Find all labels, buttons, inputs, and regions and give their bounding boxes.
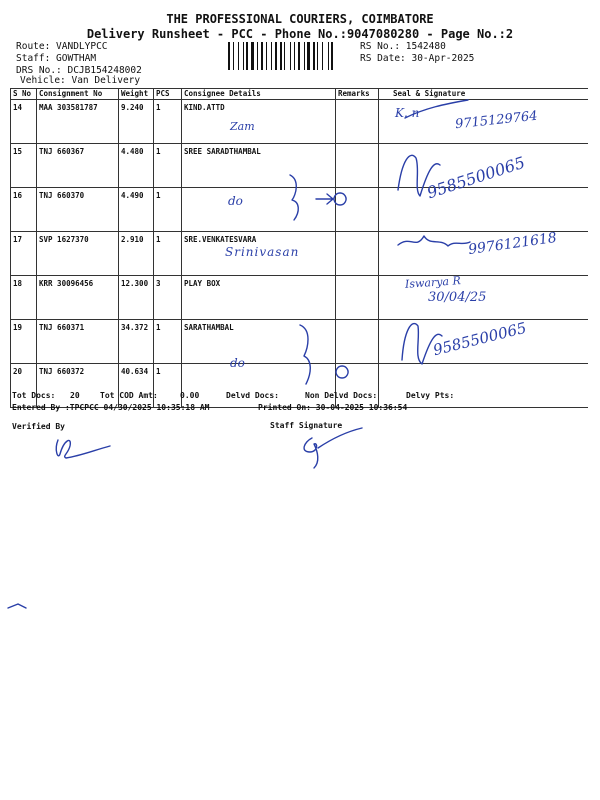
staff-signature-label: Staff Signature [270, 421, 343, 430]
row-consignee: PLAY BOX [182, 276, 336, 320]
row-pcs: 3 [154, 276, 182, 320]
delvd-docs-label: Delvd Docs: [226, 391, 279, 400]
row-weight: 2.910 [119, 232, 154, 276]
sig-row17-scribble [398, 236, 470, 246]
runsheet-subtitle: Delivery Runsheet - PCC - Phone No.:9047080280 - Page No.:2 [86, 27, 514, 41]
row-sno: 15 [11, 144, 37, 188]
handwritten-phone-row17: 9976121618 [467, 229, 558, 259]
row-consignment: TNJ 660371 [37, 320, 119, 364]
brace-row20 [300, 325, 310, 384]
sig-row19-loop [402, 324, 442, 364]
drs-number: DRS No.: DCJB154248002 [16, 65, 142, 76]
printed-on: Printed On: 30-04-2025 10:36:54 [258, 403, 408, 412]
row-pcs: 1 [154, 232, 182, 276]
col-remarks-header: Remarks [336, 89, 379, 100]
verified-signature [56, 440, 110, 458]
sig-row15-loop [398, 155, 440, 196]
handwritten-phone-row19: 9585500065 [431, 318, 529, 360]
verified-by-label: Verified By [12, 422, 65, 431]
row-sno: 19 [11, 320, 37, 364]
staff-signature-mark [304, 428, 362, 468]
col-sno-header: S No [11, 89, 37, 100]
handwritten-name-row18: Iswarya R [404, 274, 462, 291]
row-sno: 20 [11, 364, 37, 408]
handwritten-ditto-row20: do [230, 356, 245, 370]
row-consignee: SRE.VENKATESVARA [182, 232, 336, 276]
row-sno: 18 [11, 276, 37, 320]
col-pcs-header: PCS [154, 89, 182, 100]
rs-date: RS Date: 30-Apr-2025 [360, 53, 475, 64]
row-consignment: TNJ 660367 [37, 144, 119, 188]
sig-row14-stroke [405, 100, 468, 118]
row-weight: 34.372 [119, 320, 154, 364]
tot-docs-label: Tot Docs: [12, 391, 56, 400]
row-sno: 14 [11, 100, 37, 144]
row-consignment: MAA 303581787 [37, 100, 119, 144]
cod-value: 0.00 [180, 391, 200, 400]
row-consignment: KRR 30096456 [37, 276, 119, 320]
handwritten-phone-row14: 9715129764 [454, 108, 539, 133]
cod-label: Tot COD Amt: [100, 391, 158, 400]
row-consignment: SVP 1627370 [37, 232, 119, 276]
row-sno: 16 [11, 188, 37, 232]
entered-by: Entered By :TPCPCC 04/30/2025 10:35:18 AM [12, 403, 210, 412]
handwritten-phone-row15: 9585500065 [424, 152, 528, 203]
row-sno: 17 [11, 232, 37, 276]
row-pcs: 1 [154, 188, 182, 232]
handwritten-sig-row14-initials: K. n [395, 106, 420, 120]
circle-row16 [334, 193, 346, 205]
col-consignee-header: Consignee Details [182, 89, 336, 100]
tot-docs-value: 20 [70, 391, 80, 400]
row-consignee: SARATHAMBAL [182, 320, 336, 364]
brace-row16 [290, 175, 298, 220]
row-consignee: SREE SARADTHAMBAL [182, 144, 336, 188]
col-consignment-header: Consignment No [37, 89, 119, 100]
row-pcs: 1 [154, 320, 182, 364]
row-pcs: 1 [154, 144, 182, 188]
vehicle-label: Vehicle: Van Delivery [20, 75, 141, 86]
row-weight: 9.240 [119, 100, 154, 144]
circle-row20 [336, 366, 348, 378]
row-weight: 12.300 [119, 276, 154, 320]
rs-number: RS No.: 1542480 [360, 41, 446, 52]
row-consignee: KIND.ATTD [182, 100, 336, 144]
row-consignment: TNJ 660372 [37, 364, 119, 408]
handwritten-receiver-row17: Srinivasan [225, 245, 300, 259]
margin-mark [8, 604, 26, 608]
row-pcs: 1 [154, 100, 182, 144]
row-weight: 4.480 [119, 144, 154, 188]
arrow-row16 [316, 194, 333, 204]
non-delvd-docs-label: Non Delvd Docs: [305, 391, 378, 400]
row-weight: 40.634 [119, 364, 154, 408]
row-consignment: TNJ 660370 [37, 188, 119, 232]
company-name: THE PROFESSIONAL COURIERS, COIMBATORE [166, 12, 434, 26]
delvy-pts-label: Delvy Pts: [406, 391, 455, 400]
col-weight-header: Weight [119, 89, 154, 100]
route-label: Route: VANDLYPCC [16, 41, 108, 52]
handwritten-ditto-row16: do [228, 194, 243, 208]
row-weight: 4.490 [119, 188, 154, 232]
col-signature-header: Seal & Signature [379, 89, 588, 100]
staff-label: Staff: GOWTHAM [16, 53, 97, 64]
handwritten-date-row18: 30/04/25 [428, 290, 487, 305]
row-pcs: 1 [154, 364, 182, 408]
handwritten-receiver-row14: Zam [230, 120, 255, 133]
